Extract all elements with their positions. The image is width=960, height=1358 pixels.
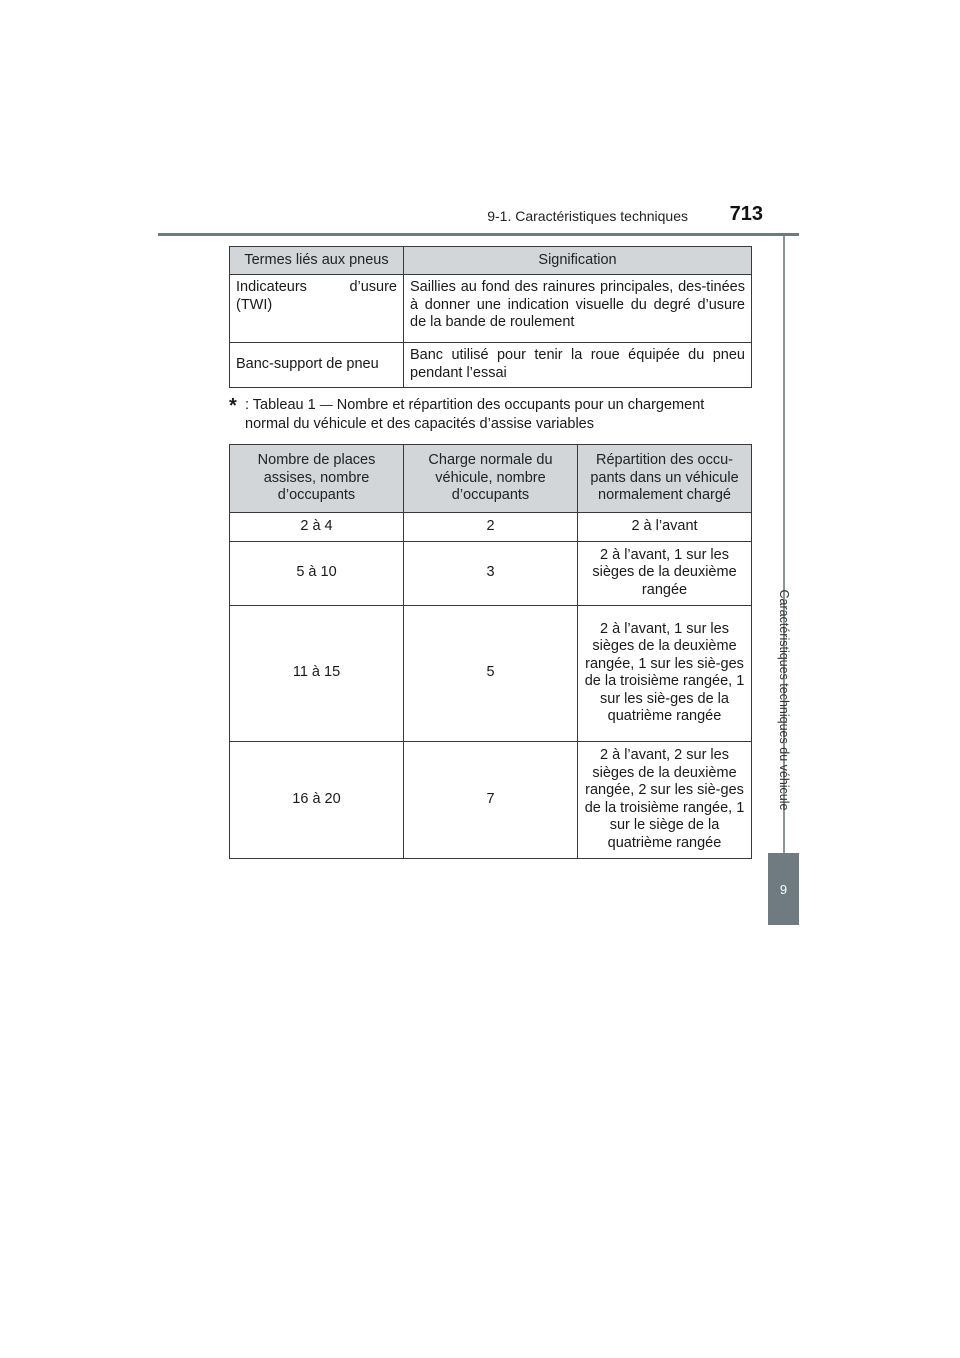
column-header: Termes liés aux pneus <box>230 247 404 275</box>
section-title: 9-1. Caractéristiques techniques <box>487 208 688 224</box>
meaning-cell: Banc utilisé pour tenir la roue équipée du pneu pendant l’essai <box>404 343 752 388</box>
page-number: 713 <box>729 203 763 225</box>
load-cell: 3 <box>404 541 578 605</box>
table-row <box>230 741 752 858</box>
header-rule <box>158 233 799 236</box>
load-cell: 7 <box>404 741 578 858</box>
distribution-cell: 2 à l’avant, 2 sur les sièges de la deuxième rangée, 2 sur les siè-ges de la troisième rangée, 1 sur le siège de la quatrième rangée <box>578 741 752 858</box>
seats-cell: 2 à 4 <box>230 512 404 541</box>
table-header-row <box>230 247 752 275</box>
term-cell: Banc-support de pneu <box>230 343 404 388</box>
footnote-text: Nombre et répartition des occupants pour un chargement normal du véhicule et des capacités d’assise variables <box>245 397 705 432</box>
table-row <box>230 605 752 741</box>
term-cell: Indicateurs d’usure (TWI) <box>230 275 404 343</box>
table-header-row <box>230 445 752 513</box>
meaning-cell: Saillies au fond des rainures principales, des-tinées à donner une indication visuelle du degré d’usure de la bande de roulement <box>404 275 752 343</box>
table-row <box>230 275 752 343</box>
load-cell: 2 <box>404 512 578 541</box>
column-header: Charge normale du véhicule, nombre d’occupants <box>404 445 578 513</box>
chapter-number-tab: 9 <box>768 853 799 925</box>
load-cell: 5 <box>404 605 578 741</box>
column-header: Nombre de places assises, nombre d’occupants <box>230 445 404 513</box>
footnote <box>229 395 751 434</box>
seats-cell: 16 à 20 <box>230 741 404 858</box>
distribution-cell: 2 à l’avant, 1 sur les sièges de la deuxième rangée <box>578 541 752 605</box>
column-header: Signification <box>404 247 752 275</box>
footnote-dash: — <box>319 397 333 412</box>
occupant-distribution-table <box>229 444 752 859</box>
distribution-cell: 2 à l’avant, 1 sur les sièges de la deuxième rangée, 1 sur les siè-ges de la troisième rangée, 1 sur les siè-ges de la quatrième rangée <box>578 605 752 741</box>
distribution-cell: 2 à l’avant <box>578 512 752 541</box>
table-row <box>230 541 752 605</box>
chapter-side-title-text: Caractéristiques techniques du véhicule <box>777 589 791 811</box>
column-header: Répartition des occu-pants dans un véhicule normalement chargé <box>578 445 752 513</box>
tire-terms-table <box>229 246 752 388</box>
footnote-prefix: : Tableau 1 <box>245 397 316 413</box>
seats-cell: 11 à 15 <box>230 605 404 741</box>
table-row <box>230 343 752 388</box>
seats-cell: 5 à 10 <box>230 541 404 605</box>
footnote-marker: * <box>229 395 237 417</box>
table-row <box>230 512 752 541</box>
